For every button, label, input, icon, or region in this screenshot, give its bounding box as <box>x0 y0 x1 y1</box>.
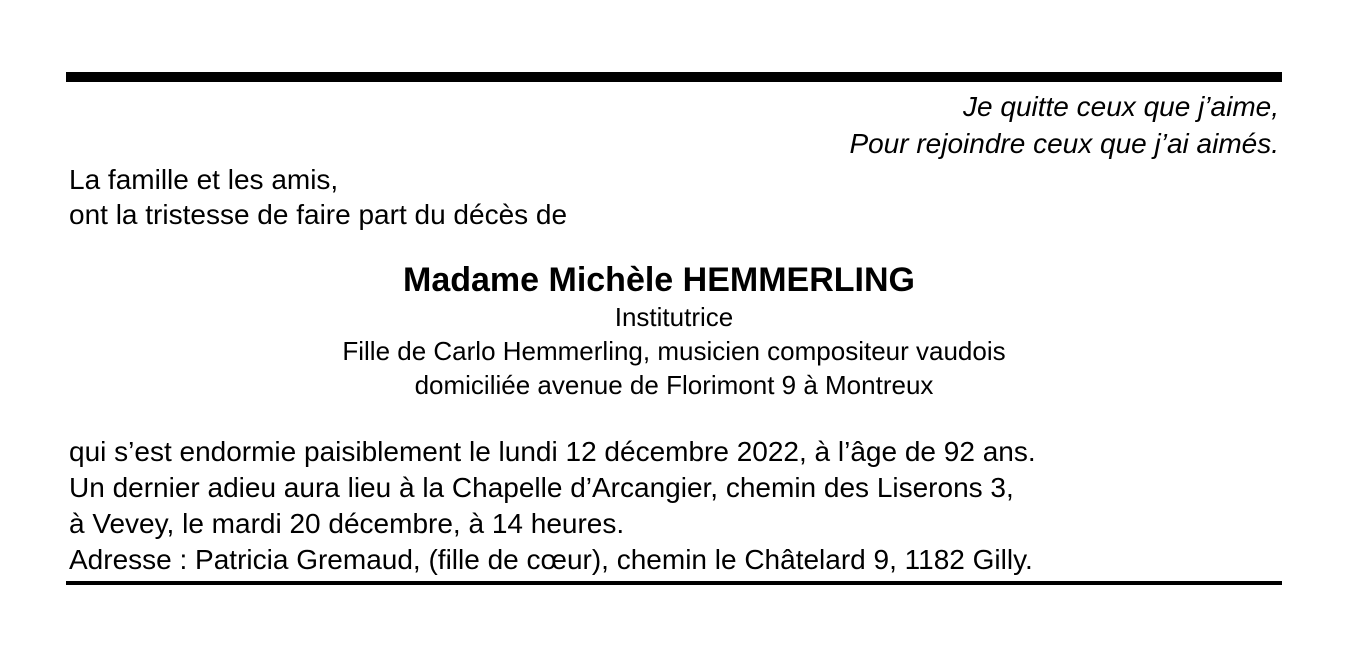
epigraph-quote <box>66 88 1282 162</box>
details-line-2: Un dernier adieu aura lieu à la Chapelle d’Arcangier, chemin des Liserons 3, <box>69 472 1014 503</box>
deceased-residence: domiciliée avenue de Florimont 9 à Montreux <box>414 370 934 400</box>
quote-line-2: Pour rejoindre ceux que j’ai aimés. <box>849 128 1279 159</box>
death-notice <box>66 72 1282 585</box>
details-line-3: à Vevey, le mardi 20 décembre, à 14 heures. <box>69 508 625 539</box>
intro-text <box>66 162 1282 232</box>
deceased-occupation: Institutrice <box>614 302 734 332</box>
details-line-4: Adresse : Patricia Gremaud, (fille de cœur), chemin le Châtelard 9, 1182 Gilly. <box>69 544 1033 575</box>
deceased-name: Madame Michèle HEMMERLING <box>403 261 915 299</box>
intro-line-1: La famille et les amis, <box>69 164 339 195</box>
deceased-parentage: Fille de Carlo Hemmerling, musicien compositeur vaudois <box>342 336 1006 366</box>
top-rule <box>66 72 1282 82</box>
bottom-rule <box>66 581 1282 585</box>
intro-line-2: ont la tristesse de faire part du décès de <box>69 199 568 230</box>
deceased-block <box>66 260 1282 402</box>
quote-line-1: Je quitte ceux que j’aime, <box>963 91 1279 122</box>
notice-details <box>66 434 1282 578</box>
details-line-1: qui s’est endormie paisiblement le lundi 12 décembre 2022, à l’âge de 92 ans. <box>69 436 1036 467</box>
